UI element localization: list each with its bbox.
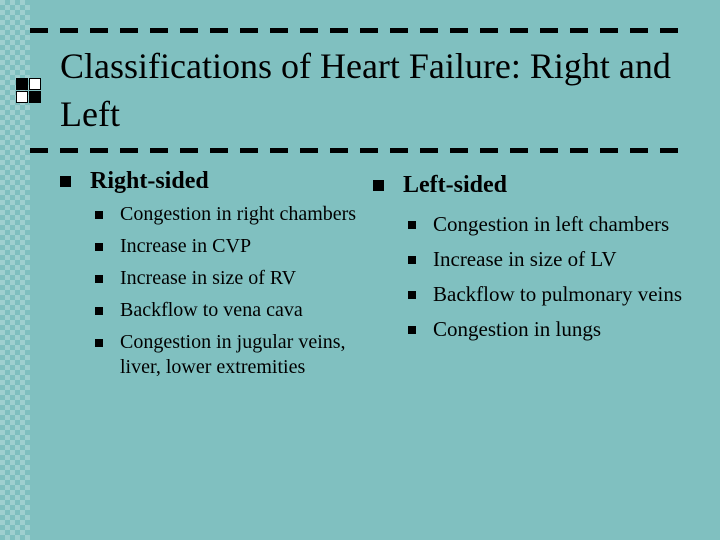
- list-item: Increase in size of LV: [408, 245, 693, 273]
- column-heading: [60, 166, 360, 196]
- square-bullet-icon: [95, 243, 103, 251]
- list-item: Congestion in right chambers: [95, 202, 360, 227]
- square-bullet-icon: [373, 180, 384, 191]
- list-item: Increase in size of RV: [95, 266, 360, 291]
- column-heading-label: Right-sided: [90, 168, 209, 194]
- square-bullet-icon: [408, 326, 416, 334]
- square-bullet-icon: [95, 275, 103, 283]
- list-item: Congestion in jugular veins, liver, lower extremities: [95, 330, 360, 380]
- square-bullet-icon: [408, 291, 416, 299]
- title-divider-rule: [30, 148, 678, 153]
- square-bullet-icon: [408, 221, 416, 229]
- square-bullet-icon: [95, 211, 103, 219]
- square-bullet-icon: [95, 307, 103, 315]
- bullet-list: [373, 210, 693, 343]
- checker-bullet-icon: [16, 78, 42, 104]
- list-item: Backflow to vena cava: [95, 298, 360, 323]
- square-bullet-icon: [60, 176, 71, 187]
- list-item: Congestion in lungs: [408, 315, 693, 343]
- bullet-list: [60, 202, 360, 380]
- left-sided-column: [373, 170, 693, 350]
- square-bullet-icon: [95, 339, 103, 347]
- square-bullet-icon: [408, 256, 416, 264]
- list-item: Increase in CVP: [95, 234, 360, 259]
- column-heading-label: Left-sided: [403, 172, 507, 198]
- column-heading: [373, 170, 693, 200]
- list-item: Backflow to pulmonary veins: [408, 280, 693, 308]
- top-dashed-rule: [30, 28, 685, 33]
- list-item: Congestion in left chambers: [408, 210, 693, 238]
- slide-title: Classifications of Heart Failure: Right and Left: [60, 46, 671, 134]
- right-sided-column: [60, 166, 360, 387]
